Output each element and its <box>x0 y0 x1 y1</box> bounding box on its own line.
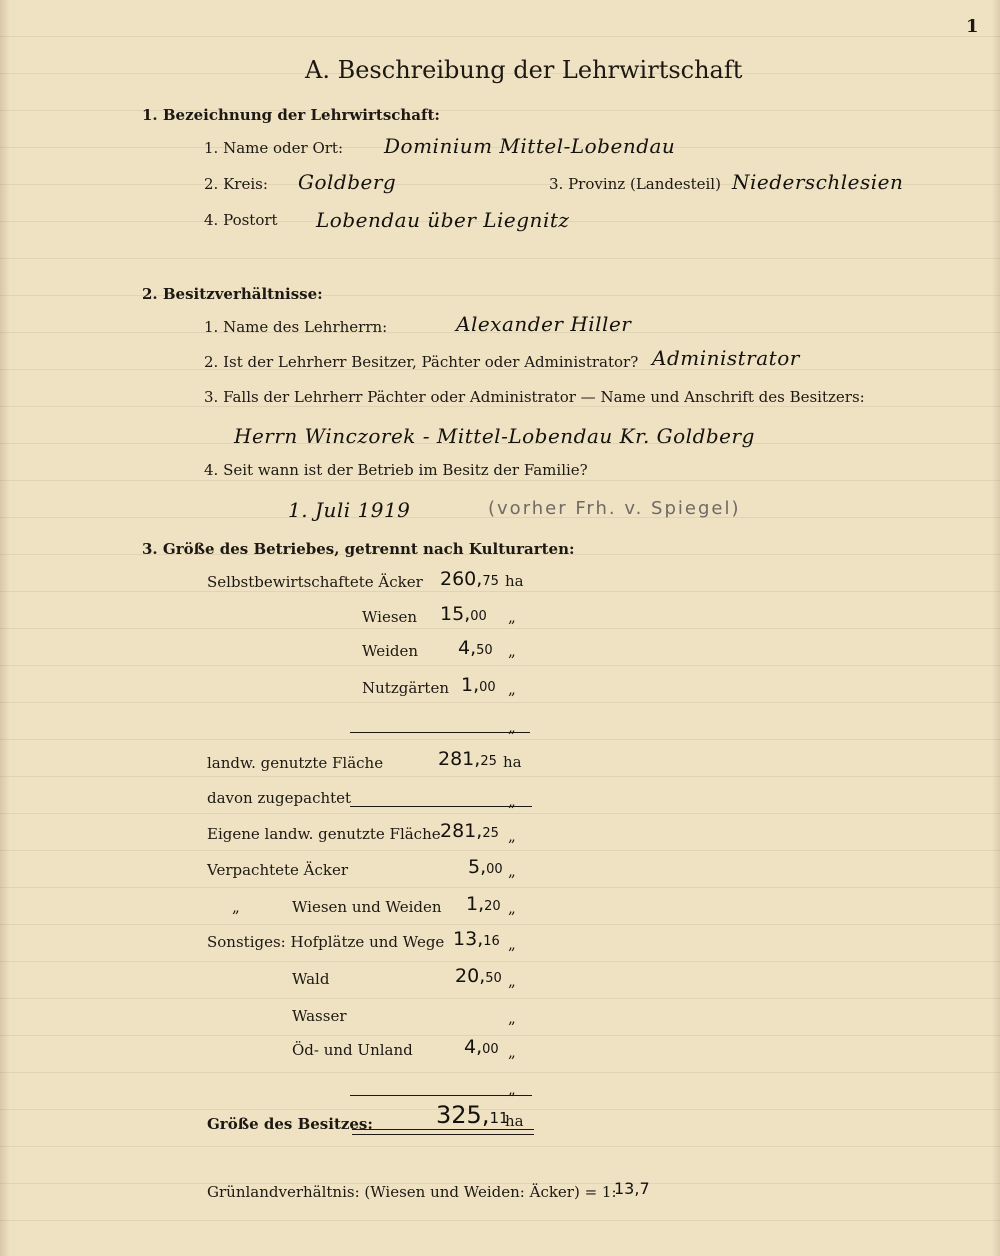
oed-unit: „ <box>508 1043 516 1061</box>
landw-value: 281,25 <box>438 748 497 770</box>
seit-note: (vorher Frh. v. Spiegel) <box>488 498 741 519</box>
section-2-heading: 2. Besitzverhältnisse: <box>142 285 323 303</box>
name-value: Dominium Mittel-Lobendau <box>384 134 676 158</box>
besitzer-value: Herrn Winczorek - Mittel-Lobendau Kr. Goldberg <box>234 424 755 448</box>
wiesen-unit: „ <box>508 608 516 626</box>
groesse-unit: ha <box>505 1112 524 1130</box>
sum-ditto: „ <box>508 718 516 736</box>
page-title: A. Beschreibung der Lehrwirtschaft <box>305 56 743 84</box>
wasser-unit: „ <box>508 1009 516 1027</box>
sonstiges-label: Sonstiges: Hofplätze und Wege <box>207 933 445 951</box>
status-label: 2. Ist der Lehrherr Besitzer, Pächter oder Administrator? <box>204 353 639 371</box>
besitzer-label: 3. Falls der Lehrherr Pächter oder Administrator — Name und Anschrift des Besitzers: <box>204 388 865 406</box>
nutz-value: 1,00 <box>461 674 496 696</box>
groesse-double-line <box>352 1129 534 1135</box>
nutz-label: Nutzgärten <box>362 679 449 697</box>
wiesen-value: 15,00 <box>440 603 487 625</box>
eigene-unit: „ <box>508 827 516 845</box>
selbst-label: Selbstbewirtschaftete Äcker <box>207 573 423 591</box>
page-number: 1 <box>966 16 979 37</box>
zugepachtet-line <box>350 806 532 807</box>
eigene-value: 281,25 <box>440 820 499 842</box>
verp-ditto: „ <box>232 898 240 916</box>
gruenland-value: 13,7 <box>614 1179 650 1198</box>
zugepachtet-unit: „ <box>508 792 516 810</box>
total-ditto: „ <box>508 1080 516 1098</box>
groesse-label: Größe des Besitzes: <box>207 1115 373 1133</box>
weiden-unit: „ <box>508 642 516 660</box>
verp-acker-value: 5,00 <box>468 856 503 878</box>
wiesen-label: Wiesen <box>362 608 418 626</box>
lehrherr-value: Alexander Hiller <box>456 312 632 336</box>
total-line <box>350 1095 532 1096</box>
verp-wiesen-unit: „ <box>508 899 516 917</box>
provinz-label: 3. Provinz (Landesteil) <box>549 175 721 193</box>
weiden-label: Weiden <box>362 642 419 660</box>
seit-label: 4. Seit wann ist der Betrieb im Besitz der Familie? <box>204 461 588 479</box>
verp-acker-unit: „ <box>508 862 516 880</box>
sum-line <box>350 732 530 733</box>
lehrherr-label: 1. Name des Lehrherrn: <box>204 318 388 336</box>
verp-wiesen-label: Wiesen und Weiden <box>292 898 442 916</box>
eigene-label: Eigene landw. genutzte Fläche <box>207 825 441 843</box>
nutz-unit: „ <box>508 680 516 698</box>
weiden-value: 4,50 <box>458 637 493 659</box>
acker-unit: ha <box>505 572 524 590</box>
status-value: Administrator <box>652 346 800 370</box>
oed-label: Öd- und Unland <box>292 1041 413 1059</box>
section-1-heading: 1. Bezeichnung der Lehrwirtschaft: <box>142 106 440 124</box>
acker-value: 260,75 <box>440 568 499 590</box>
seit-value: 1. Juli 1919 <box>288 498 411 522</box>
hof-value: 13,16 <box>453 928 500 950</box>
oed-value: 4,00 <box>464 1036 499 1058</box>
section-3-heading: 3. Größe des Betriebes, getrennt nach Kulturarten: <box>142 540 575 558</box>
wald-unit: „ <box>508 972 516 990</box>
landw-unit: ha <box>503 753 522 771</box>
hof-unit: „ <box>508 935 516 953</box>
verp-wiesen-value: 1,20 <box>466 893 501 915</box>
gruenland-label: Grünlandverhältnis: (Wiesen und Weiden: Äcker) = 1: <box>207 1183 617 1201</box>
name-label: 1. Name oder Ort: <box>204 139 344 157</box>
verpachtete-label: Verpachtete Äcker <box>207 861 349 879</box>
provinz-value: Niederschlesien <box>732 170 904 194</box>
wald-label: Wald <box>292 970 330 988</box>
kreis-label: 2. Kreis: <box>204 175 268 193</box>
postort-label: 4. Postort <box>204 211 278 229</box>
wasser-label: Wasser <box>292 1007 347 1025</box>
groesse-value: 325,11 <box>436 1101 509 1129</box>
wald-value: 20,50 <box>455 965 502 987</box>
kreis-value: Goldberg <box>298 170 397 194</box>
postort-value: Lobendau über Liegnitz <box>316 208 570 232</box>
landw-label: landw. genutzte Fläche <box>207 754 384 772</box>
zugepachtet-label: davon zugepachtet <box>207 789 352 807</box>
